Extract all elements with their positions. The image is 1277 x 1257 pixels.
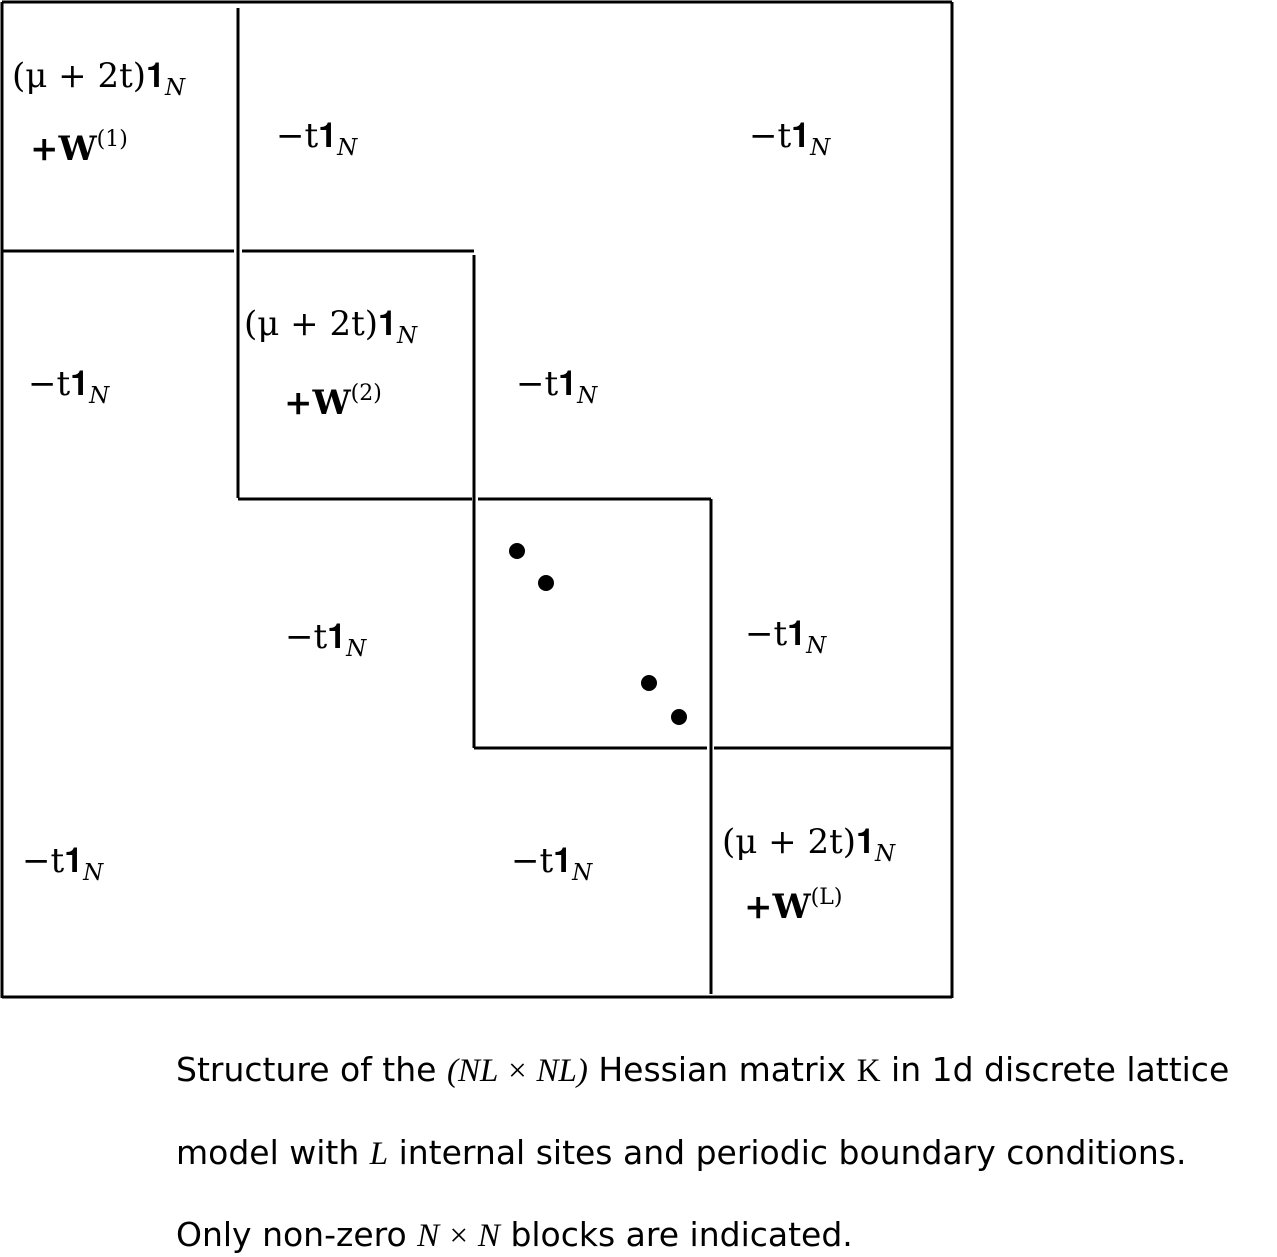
svg-text:+W(2): $+W^{(2)}$ — [284, 381, 382, 423]
off-diagonal-block-label: $-t𝟏_N$ — [28, 364, 110, 409]
off-diagonal-block-label: $-t𝟏_N$ — [749, 116, 831, 161]
svg-text:(μ + 2t)𝟏N: $(\mu + 2t)𝟏_N$ — [12, 56, 186, 101]
svg-text:(μ + 2t)𝟏N: $(\mu + 2t)𝟏_N$ — [244, 304, 418, 349]
ellipsis-dot — [509, 543, 525, 559]
diagonal-block-labels — [12, 56, 896, 927]
ellipsis-dots — [509, 543, 687, 725]
svg-text:+W(L): $+W^{(L)}$ — [744, 885, 843, 927]
svg-text:(μ + 2t)𝟏N: $(\mu + 2t)𝟏_N$ — [722, 822, 896, 867]
caption-line-3: Only non-zero N × N blocks are indicated. — [176, 1215, 853, 1254]
caption-line-2: model with L internal sites and periodic boundary conditions. — [176, 1133, 1187, 1172]
off-diagonal-block-label: $-t𝟏_N$ — [22, 841, 104, 886]
off-diagonal-block-label: $-t𝟏_N$ — [285, 617, 367, 662]
caption-line-1: Structure of the (NL × NL) Hessian matrix K in 1d discrete lattice — [176, 1050, 1230, 1089]
off-diagonal-block-label: $-t𝟏_N$ — [516, 364, 598, 409]
off-diagonal-block-label: $-t𝟏_N$ — [511, 841, 593, 886]
ellipsis-dot — [641, 675, 657, 691]
off-diagonal-block-label: $-t𝟏_N$ — [276, 116, 358, 161]
svg-text:+W(1): $+W^{(1)}$ — [30, 127, 128, 169]
diagonal-block-2-label — [244, 304, 418, 423]
diagonal-block-l-label — [722, 822, 896, 927]
diagonal-block-1-label — [12, 56, 186, 169]
ellipsis-dot — [671, 709, 687, 725]
ellipsis-dot — [538, 575, 554, 591]
off-diagonal-block-label: $-t𝟏_N$ — [745, 614, 827, 659]
